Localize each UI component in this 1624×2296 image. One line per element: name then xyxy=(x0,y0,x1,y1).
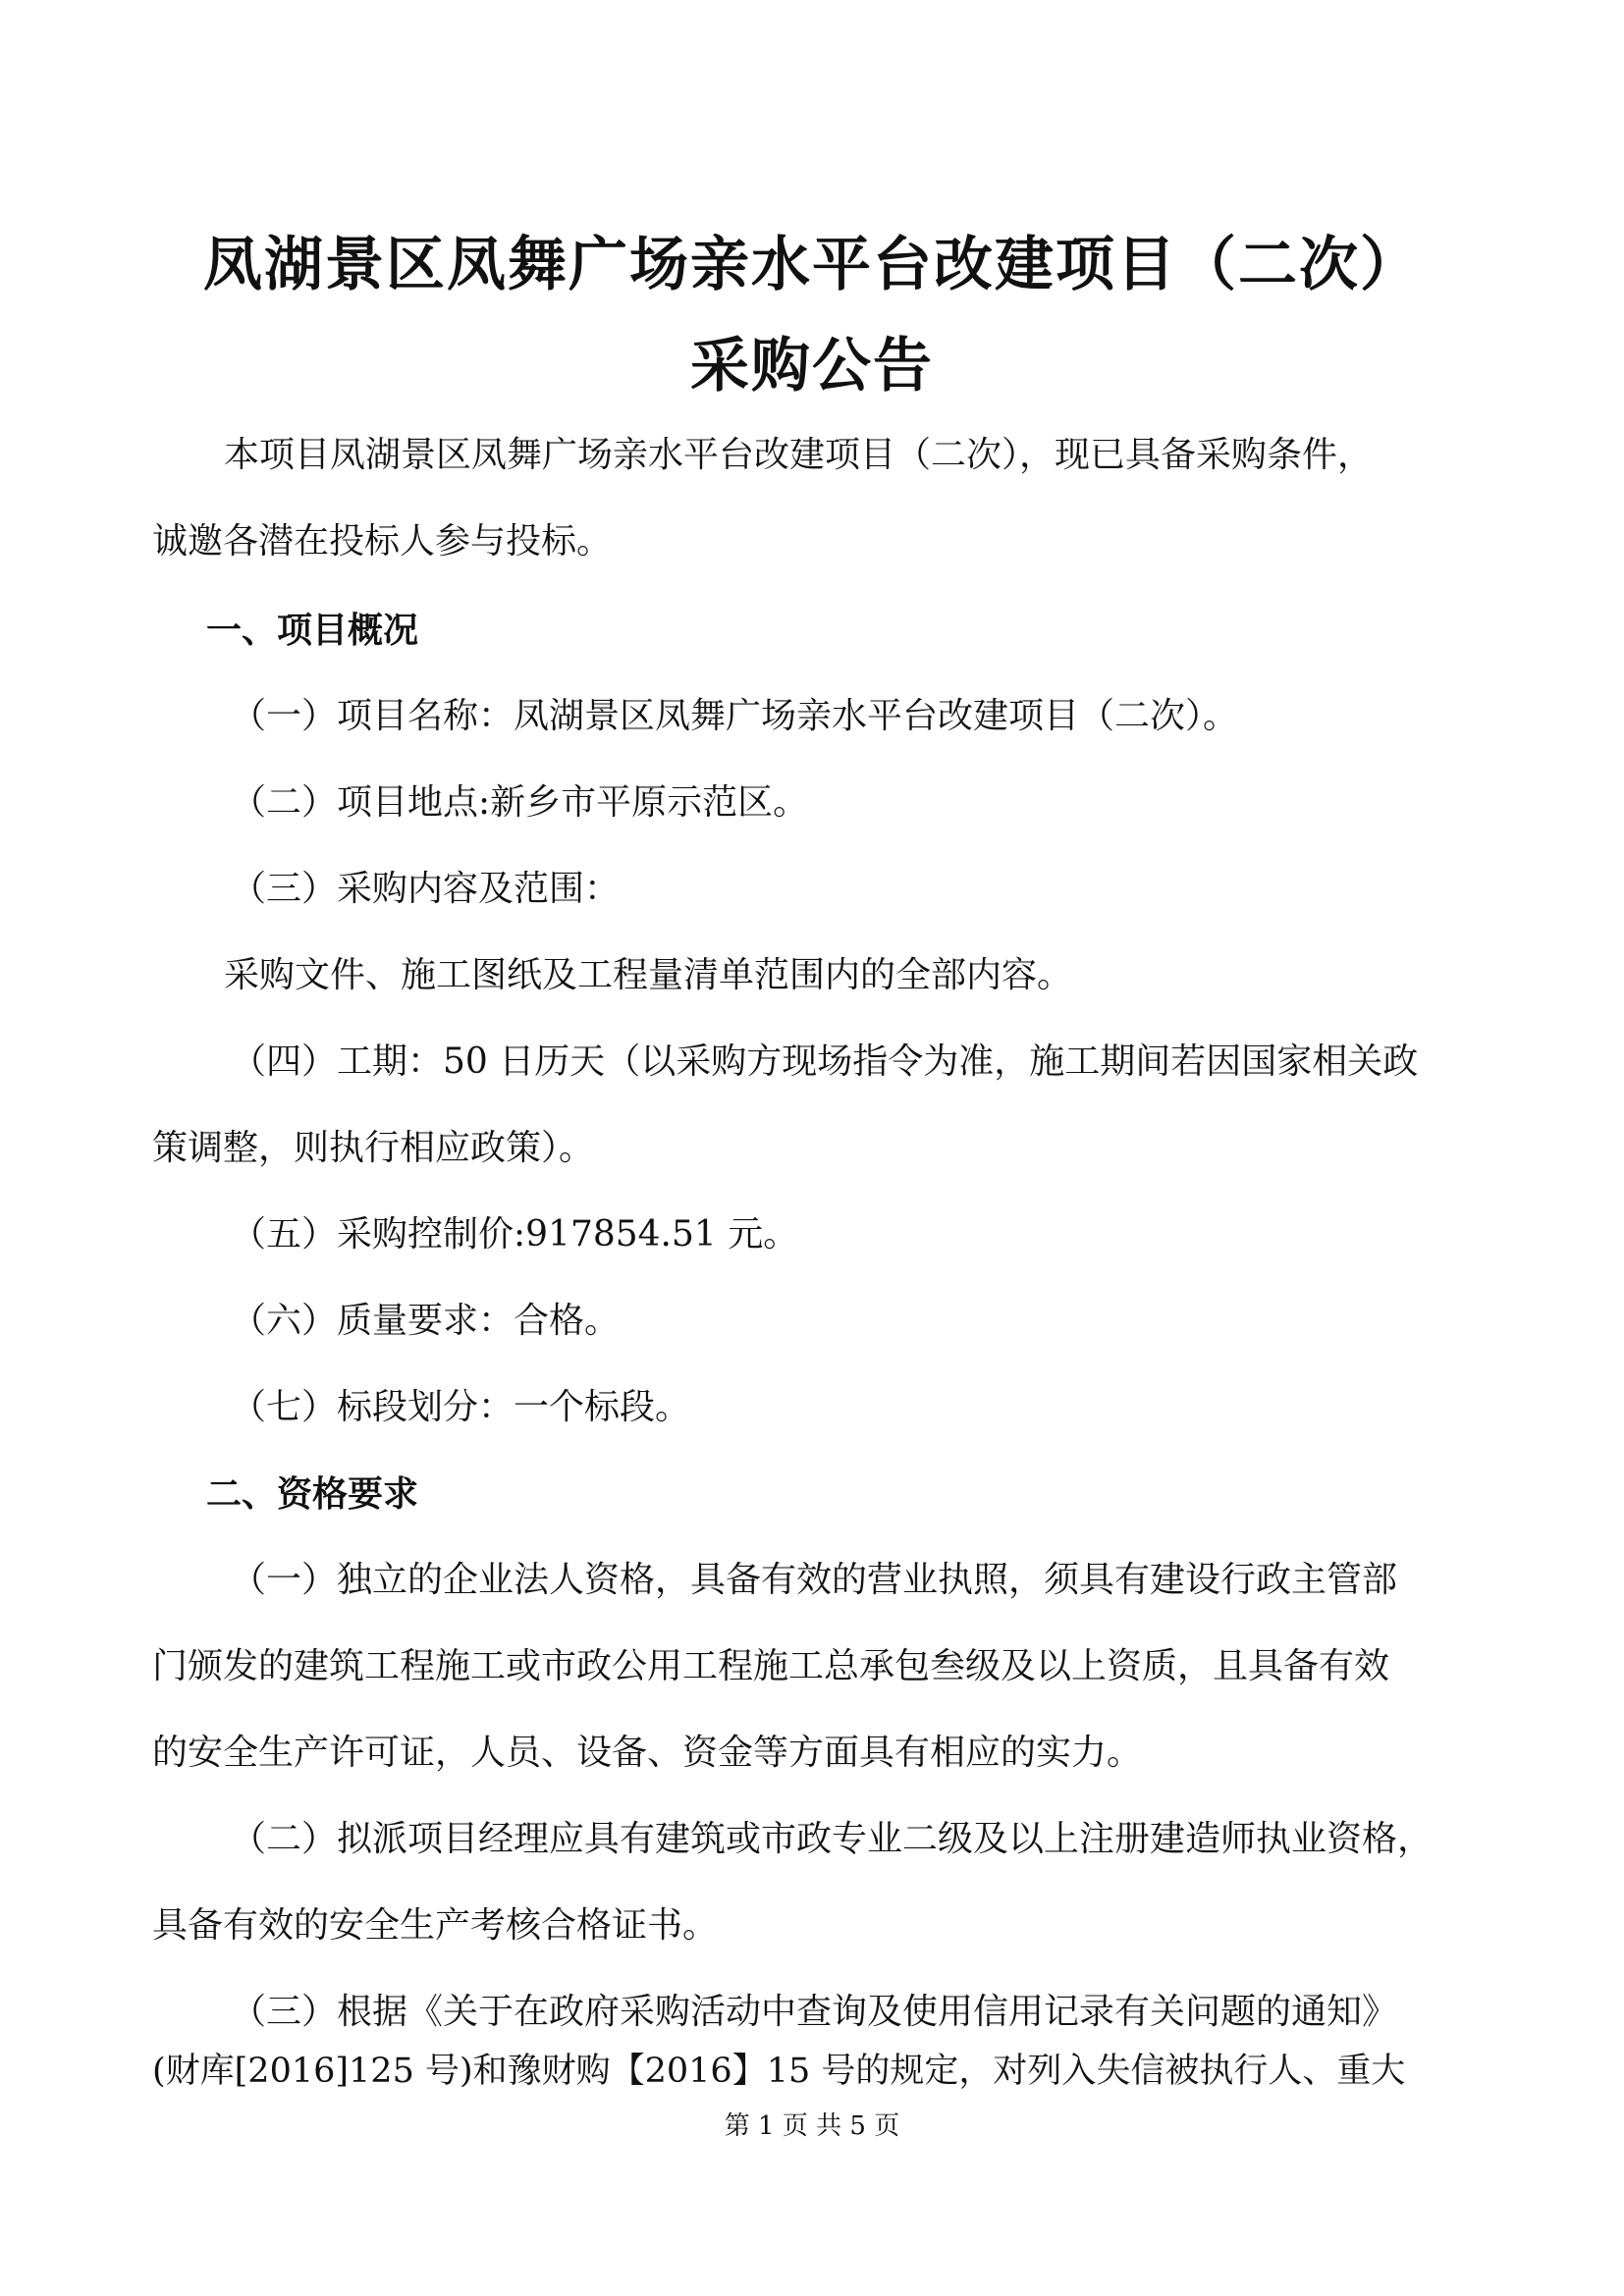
section2-item2-line1: （二）拟派项目经理应具有建筑或市政专业二级及以上注册建造师执业资格， xyxy=(231,1819,1434,1859)
page-footer: 第 1 页 共 5 页 xyxy=(724,2111,900,2141)
section1-item1: （一）项目名称：凤湖景区凤舞广场亲水平台改建项目（二次）。 xyxy=(231,696,1239,736)
section1-item6: （六）质量要求：合格。 xyxy=(231,1301,621,1341)
section1-heading: 一、项目概况 xyxy=(206,610,419,651)
section2-item1-line3: 的安全生产许可证，人员、设备、资金等方面具有相应的实力。 xyxy=(152,1733,1143,1773)
section1-item2: （二）项目地点:新乡市平原示范区。 xyxy=(231,782,809,823)
section1-item3: （三）采购内容及范围： xyxy=(231,869,621,909)
section1-item4-line2: 策调整，则执行相应政策）。 xyxy=(152,1128,595,1168)
section2-item2-line2: 具备有效的安全生产考核合格证书。 xyxy=(152,1905,719,1946)
intro-line2: 诚邀各潜在投标人参与投标。 xyxy=(152,521,613,561)
document-title-line2: 采购公告 xyxy=(690,332,934,400)
section1-item3-detail: 采购文件、施工图纸及工程量清单范围内的全部内容。 xyxy=(224,955,1073,995)
section2-item1-line2: 门颁发的建筑工程施工或市政公用工程施工总承包叁级及以上资质，且具备有效 xyxy=(152,1646,1390,1686)
section2-item3-line2: (财库[2016]125 号)和豫财购【2016】15 号的规定，对列入失信被执行人、重大 xyxy=(152,2052,1406,2091)
section1-item7: （七）标段划分：一个标段。 xyxy=(231,1387,691,1427)
section2-heading: 二、资格要求 xyxy=(206,1473,419,1515)
intro-line1: 本项目凤湖景区凤舞广场亲水平台改建项目（二次），现已具备采购条件， xyxy=(224,435,1374,475)
section1-item4-line1: （四）工期：50 日历天（以采购方现场指令为准，施工期间若因国家相关政 xyxy=(231,1041,1419,1082)
section1-item5: （五）采购控制价:917854.51 元。 xyxy=(231,1214,799,1255)
section2-item1-line1: （一）独立的企业法人资格，具备有效的营业执照，须具有建设行政主管部 xyxy=(231,1560,1398,1600)
section2-item3-line1: （三）根据《关于在政府采购活动中查询及使用信用记录有关问题的通知》 xyxy=(231,1992,1398,2032)
document-title-line1: 凤湖景区凤舞广场亲水平台改建项目（二次） xyxy=(203,231,1421,299)
